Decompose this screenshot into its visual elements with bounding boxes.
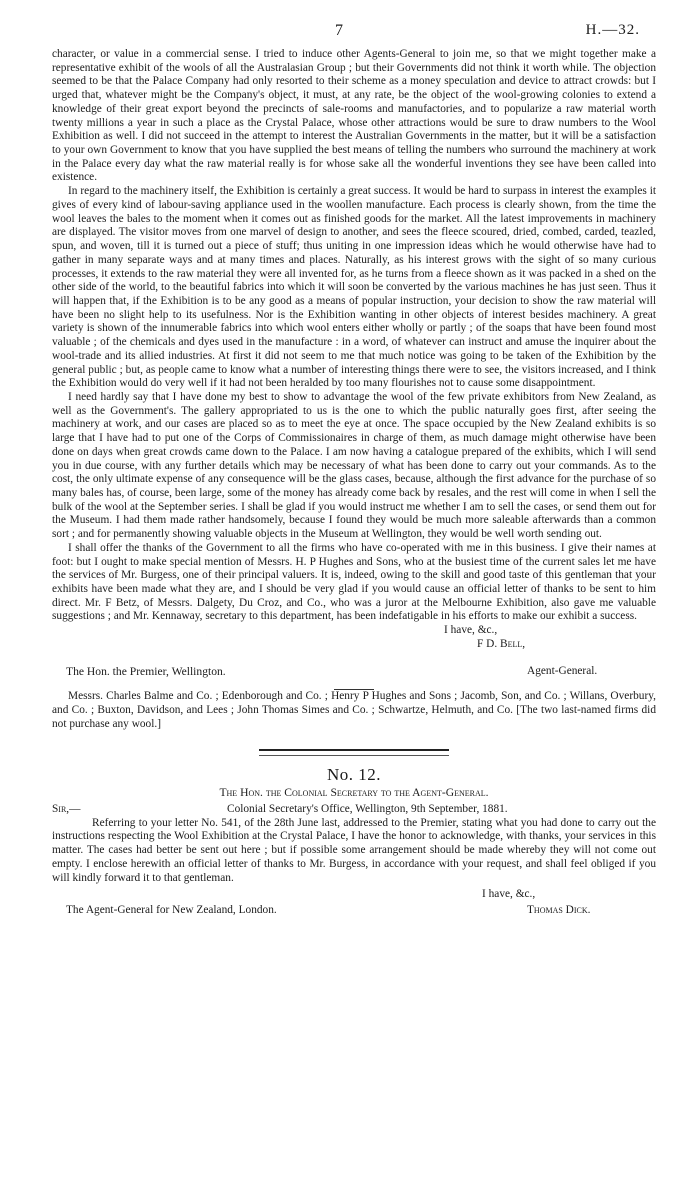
page-number: 7 — [335, 22, 343, 39]
signatory-name: Thomas Dick. — [527, 904, 591, 917]
section-divider — [259, 749, 449, 756]
signatory-name: F D. Bell, — [477, 637, 526, 650]
signatory-title: Agent-General. — [527, 665, 598, 678]
salutation-line — [52, 803, 656, 817]
salutation: Sir,— — [52, 802, 81, 815]
paragraph: character, or value in a commercial sense. I tried to induce other Agents-General to join me, so that we might together make a representative exhibit of the wools of all the Australasian Group ; but their Governments did not think it worth while. The objection seemed to be that the Palace Company had only resorted to their scheme as a money speculation and device to attract crowds: but I urged that, whatever might be the Company's object, it must, at any rate, be the object of the wool-growing colonies to extend a knowledge of their great export beyond the precincts of sale-rooms and manufactories, and to popularize a raw material worth twenty millions a year in such a place as the Crystal Palace, whose other attractions would be sure to draw numbers to the Wool Exhibition as well. I did not succeed in the attempt to interest the Australian Governments in the matter, but it will be a satisfaction to your own Government to know that you have supplied the best means of telling the numbers who surround the machinery at work in the Palace every day what the raw material really is for whose sake all the wonderful inventions they see have been called into existence. — [52, 48, 656, 184]
document-number: No. 12. — [326, 765, 382, 785]
running-header — [0, 22, 700, 42]
paragraph: In regard to the machinery itself, the Exhibition is certainly a great success. It would be hard to surpass in interest the examples it gives of every kind of labour-saving appliance used in the woollen manufacture. Each process is clearly shown, from the time the wool leaves the bales to the moment when it comes out as finished goods for the market. All the latest improvements in machinery are displayed. The visitor moves from one marvel of design to another, and sees the fleece scoured, dried, combed, carded, teazled, spun, and woven, till it is turned out a piece of stuff; thus uniting in one impression ideas which he would otherwise have had to gather in many separate ways and at many times and places. Naturally, as his interest grows with the sight of so many curious processes, it extends to the raw material they were all invented for, as he turns from a fleece shown as it was packed in a shed on the other side of the world, to the beautiful fabrics into which it will soon be converted by the various machines he has just seen. Thus it will happen that, if the Exhibition is to be any good as a means of popular instruction, your decision to show the raw material will have been no slight help to its usefulness. Nor is the Exhibition wanting in other objects of interest besides machinery. A great variety is shown of the innumerable fabrics into which wool enters either wholly or partly ; of the soaps that have been found most valuable ; of the chemicals and dyes used in the manufacture : in a word, of whatever can instruct and amuse the inquirer about the wool-trade and its allied industries. At first it did not seem to me that much notice was going to be taken of the Exhibition by the general public ; but, as people came to know what a number of interesting things there were to see, the visitors increased, and I think the Exhibition would do very well if it had not been heralded by too many flourishes not to cause some disappointment. — [52, 185, 656, 390]
document-title: The Hon. the Colonial Secretary to the Agent-General. — [219, 786, 489, 800]
series-reference: H.—32. — [585, 22, 640, 38]
letter-11-body — [52, 48, 656, 624]
letter-12-signature-block — [52, 885, 656, 929]
office-dateline: Colonial Secretary's Office, Wellington, 9th September, 1881. — [227, 802, 508, 815]
closing: I have, &c., — [482, 888, 536, 901]
addressee: The Agent-General for New Zealand, London. — [66, 904, 277, 917]
firms-footnote: Messrs. Charles Balme and Co. ; Edenborough and Co. ; Henry P Hughes and Sons ; Jacomb, Son, and Co. ; Willans, Overbury, and Co. ; Buxton, Davidson, and Lees ; John Thomas Simes and Co. ; Schwartze, Helmuth, and Co. [The two last-named firms did not purchase any wool.] — [52, 690, 656, 730]
addressee: The Hon. the Premier, Wellington. — [66, 665, 226, 679]
letter-11-signature-block — [52, 624, 656, 679]
body-text — [52, 48, 656, 929]
paragraph: I need hardly say that I have done my best to show to advantage the wool of the few private exhibitors from New Zealand, as well as the Government's. The gallery appropriated to us is the one to which the public naturally goes first, after seeing the machinery at work, and our cases are placed so as to meet the eye at once. The space occupied by the New Zealand exhibits is so large that I have had to put one of the Corps of Commissionaires in charge of them, as much damage might otherwise have been done on days when great crowds came down to the Palace. I am now having a catalogue prepared of the exhibits, which I will send you in due course, with any further details which may be necessary of what has been done to carry out your commands. As to the cost, the only ultimate expense of any consequence will be the glass cases, because, although the first advance for the purchase of so many bales has, of course, been large, some of the money has already come back by resales, and the rest will come in when I sell the bulk of the wool at the September series. I shall be glad if you would instruct me whether I am to sell the cases, or send them out for the Museum. I had them made rather handsomely, because I found they would be much more saleable afterwards than a common sort ; and for permanently showing valuable objects in the Museum at Wellington, they would be well worth sending out. — [52, 390, 656, 541]
paragraph: I shall offer the thanks of the Government to all the firms who have co-operated with me in this business. I give their names at foot: but I ought to make special mention of Messrs. H. P Hughes and Sons, who at the busiest time of the current sales let me have the services of Mr. Burgess, one of their principal valuers. It is, indeed, owing to the skill and good taste of this gentleman that your exhibits have been made what they are, and I should be very glad if you would cause an official letter of thanks to be sent to him direct. Mr. F Betz, of Messrs. Dalgety, Du Croz, and Co., who was a juror at the Melbourne Exhibition, also gave me valuable suggestions ; and Mr. Kennaway, secretary to this department, has been indefatigable in his efforts to make our exhibit a success. — [52, 541, 656, 623]
closing: I have, &c., — [444, 624, 498, 637]
paragraph: Referring to your letter No. 541, of the 28th June last, addressed to the Premier, stating what you had done to carry out the instructions respecting the Wool Exhibition at the Crystal Palace, I have the honor to acknowledge, with thanks, your services in this matter. The cases had better be sent out here ; but if possible some arrangement should be made whereby they will not come out empty. I enclose herewith an official letter of thanks to Mr. Burgess, in accordance with your request, and shall feel obliged if you will kindly forward it to that gentleman. — [52, 816, 656, 884]
letter-12-body — [52, 817, 656, 886]
